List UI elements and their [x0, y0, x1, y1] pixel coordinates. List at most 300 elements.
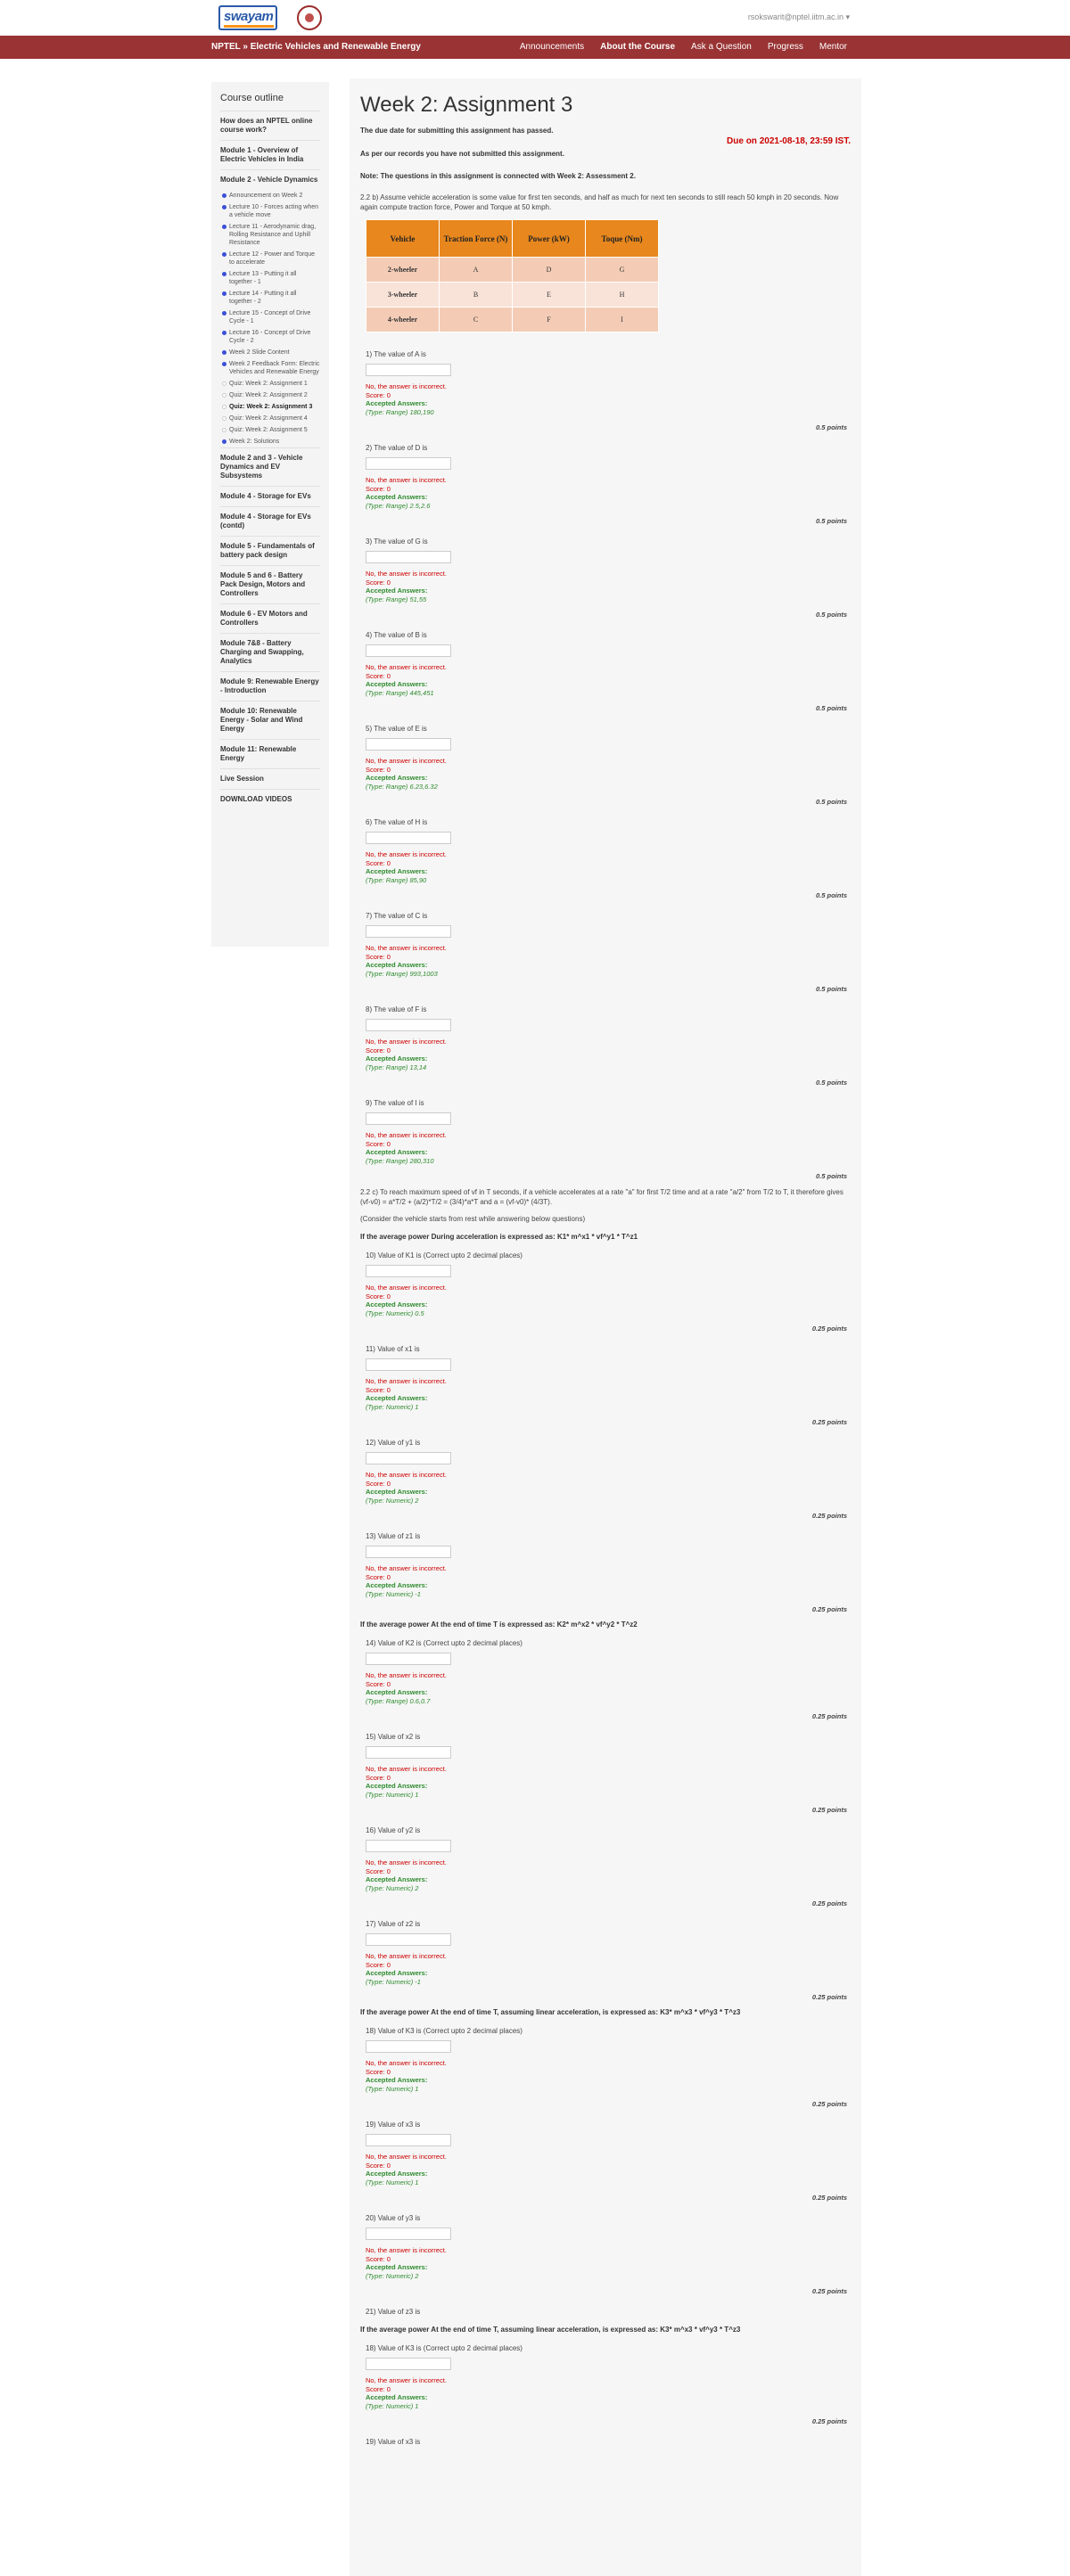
score-text: Score: 0 — [366, 952, 391, 961]
question-points: 0.5 points — [815, 985, 847, 993]
sidebar-item-label: Week 2 Slide Content — [229, 349, 290, 356]
vehicle-table — [366, 219, 659, 332]
table-row — [366, 258, 659, 283]
section-2-text: 2.2 c) To reach maximum speed of vf in T seconds, if a vehicle accelerates at a rate "a" for first T/2 time and at a rate "a/2" from T/2 to T, it therefore gives (vf-v0) = a*T/2 + (a/2)*T/2 = (3/4)*a*T and a = (vf-v0)* (4/3T). — [360, 1188, 844, 1206]
answer-input[interactable] — [366, 1019, 451, 1031]
sidebar-item-label: Lecture 15 - Concept of Drive Cycle - 1 — [229, 310, 311, 324]
table-cell: H — [586, 283, 659, 308]
accepted-label: Accepted Answers: — [366, 493, 428, 501]
table-row — [366, 308, 659, 332]
table-row — [366, 283, 659, 308]
incorrect-message: No, the answer is incorrect. — [366, 850, 447, 858]
table-cell: 4-wheeler — [366, 308, 440, 332]
question-points: 0.5 points — [815, 611, 847, 619]
empty-dot-icon — [222, 416, 226, 421]
sidebar-lesson-item[interactable] — [220, 268, 320, 288]
table-cell: A — [440, 258, 513, 283]
question-block — [360, 714, 851, 808]
question-points: 0.5 points — [815, 1079, 847, 1087]
question-list — [360, 340, 851, 2454]
question-block — [360, 527, 851, 620]
question-label: 17) Value of z2 is — [366, 1920, 421, 1928]
answer-feedback — [360, 2246, 851, 2280]
accepted-answer: (Type: Range) 51,55 — [366, 595, 427, 603]
accepted-answer: (Type: Numeric) 1 — [366, 2178, 419, 2186]
question-label: 3) The value of G is — [366, 537, 428, 546]
answer-input[interactable] — [366, 2358, 451, 2370]
question-label: 7) The value of C is — [366, 912, 428, 920]
question-block — [360, 1241, 851, 1334]
score-text: Score: 0 — [366, 671, 391, 680]
question-points: 0.25 points — [811, 1993, 847, 2001]
sidebar-item-label: Announcement on Week 2 — [229, 193, 303, 199]
completed-dot-icon — [222, 311, 226, 316]
score-text: Score: 0 — [366, 765, 391, 774]
question-label: 14) Value of K2 is (Correct upto 2 decimal places) — [366, 1639, 523, 1647]
answer-input[interactable] — [366, 832, 451, 844]
answer-input[interactable] — [366, 1933, 451, 1946]
table-cell: 3-wheeler — [366, 283, 440, 308]
score-text: Score: 0 — [366, 1385, 391, 1394]
course-outline-sidebar — [211, 82, 329, 947]
accepted-label: Accepted Answers: — [366, 1875, 428, 1883]
sidebar-item-label: Lecture 10 - Forces acting when a vehicle move — [229, 204, 318, 218]
user-menu[interactable]: rsokswarit@nptel.iitm.ac.in ▾ — [747, 12, 850, 21]
question-intro: 2.2 b) Assume vehicle acceleration is some value for first ten seconds, and half as much for next ten seconds to still reach 50 kmph in 20 seconds. Now again compute traction force, Power and Torque at 50 kmph. — [360, 193, 839, 211]
incorrect-message: No, the answer is incorrect. — [366, 1952, 447, 1960]
table-cell: F — [513, 308, 586, 332]
question-points: 0.25 points — [811, 2417, 847, 2425]
answer-feedback — [360, 757, 851, 791]
accepted-label: Accepted Answers: — [366, 961, 428, 969]
question-points: 0.25 points — [811, 1512, 847, 1520]
question-block — [360, 1628, 851, 1722]
sidebar-module[interactable]: How does an NPTEL online course work? — [220, 111, 320, 140]
page-title: Week 2: Assignment 3 — [360, 93, 573, 117]
score-text: Score: 0 — [366, 2161, 391, 2170]
answer-feedback — [360, 944, 851, 978]
question-points: 0.25 points — [811, 1325, 847, 1333]
answer-feedback — [360, 1038, 851, 1071]
due-date: Due on 2021-08-18, 23:59 IST. — [727, 136, 851, 146]
question-points: 0.25 points — [811, 1806, 847, 1814]
empty-dot-icon — [222, 381, 226, 386]
question-label: 19) Value of x3 is — [366, 2121, 421, 2129]
accepted-label: Accepted Answers: — [366, 2393, 428, 2401]
sidebar-item-label: Lecture 11 - Aerodynamic drag, Rolling Resistance and Uphill Resistance — [229, 224, 317, 246]
sidebar-module[interactable]: Module 5 and 6 - Battery Pack Design, Motors and Controllers — [220, 565, 320, 603]
completed-dot-icon — [222, 252, 226, 257]
sidebar-module[interactable]: Module 11: Renewable Energy — [220, 739, 320, 768]
accepted-answer: (Type: Numeric) 1 — [366, 2084, 419, 2093]
sidebar-module[interactable]: Module 1 - Overview of Electric Vehicles in India — [220, 140, 320, 169]
sidebar-module[interactable]: Module 5 - Fundamentals of battery pack design — [220, 536, 320, 565]
sidebar-item-label: Week 2 Feedback Form: Electric Vehicles and Renewable Energy — [229, 361, 320, 375]
question-points: 0.25 points — [811, 1418, 847, 1426]
answer-feedback — [360, 2059, 851, 2093]
incorrect-message: No, the answer is incorrect. — [366, 2153, 447, 2161]
incorrect-message: No, the answer is incorrect. — [366, 2246, 447, 2254]
answer-feedback — [360, 1858, 851, 1892]
incorrect-message: No, the answer is incorrect. — [366, 1038, 447, 1046]
accepted-answer: (Type: Numeric) -1 — [366, 1977, 421, 1986]
question-points: 0.5 points — [815, 517, 847, 525]
sidebar-lesson-item[interactable] — [220, 390, 320, 401]
accepted-label: Accepted Answers: — [366, 399, 428, 407]
accepted-answer: (Type: Range) 180,190 — [366, 407, 434, 416]
incorrect-message: No, the answer is incorrect. — [366, 1564, 447, 1572]
incorrect-message: No, the answer is incorrect. — [366, 1471, 447, 1479]
accepted-answer: (Type: Numeric) -1 — [366, 1589, 421, 1598]
sidebar-module[interactable]: Module 4 - Storage for EVs — [220, 486, 320, 506]
accepted-answer: (Type: Range) 280,310 — [366, 1156, 434, 1165]
sidebar-item-label: Quiz: Week 2: Assignment 2 — [229, 392, 308, 398]
question-label: 18) Value of K3 is (Correct upto 2 decimal places) — [366, 2344, 523, 2352]
accepted-label: Accepted Answers: — [366, 774, 428, 782]
sidebar-lesson-item[interactable] — [220, 201, 320, 221]
completed-dot-icon — [222, 350, 226, 355]
sidebar-lesson-item[interactable] — [220, 401, 320, 413]
question-label: 4) The value of B is — [366, 631, 427, 639]
question-points: 0.25 points — [811, 2287, 847, 2295]
score-text: Score: 0 — [366, 578, 391, 587]
score-text: Score: 0 — [366, 2384, 391, 2393]
sidebar-lesson-item[interactable] — [220, 249, 320, 268]
incorrect-message: No, the answer is incorrect. — [366, 1858, 447, 1866]
answer-input[interactable] — [366, 1112, 451, 1125]
score-text: Score: 0 — [366, 484, 391, 493]
sidebar-lesson-item[interactable] — [220, 413, 320, 424]
accepted-answer: (Type: Range) 13,14 — [366, 1062, 427, 1071]
nptel-seal-icon — [297, 5, 322, 30]
accepted-answer: (Type: Range) 6.23,6.32 — [366, 782, 438, 791]
sidebar-list — [220, 111, 320, 809]
sidebar-lesson-item[interactable] — [220, 221, 320, 249]
sidebar-item-label: Lecture 12 - Power and Torque to accelerate — [229, 251, 315, 266]
table-cell: B — [440, 283, 513, 308]
nav-link[interactable]: Announcements — [519, 42, 585, 52]
score-text: Score: 0 — [366, 1479, 391, 1488]
question-block — [360, 2427, 851, 2454]
accepted-label: Accepted Answers: — [366, 1054, 428, 1062]
question-block — [360, 1722, 851, 1816]
accepted-label: Accepted Answers: — [366, 587, 428, 595]
answer-feedback — [360, 1377, 851, 1411]
question-points: 0.5 points — [815, 798, 847, 806]
answer-feedback — [360, 1471, 851, 1505]
assignment-note: Note: The questions in this assignment is connected with Week 2: Assessment 2. — [360, 172, 636, 180]
incorrect-message: No, the answer is incorrect. — [366, 1284, 447, 1292]
nav-link[interactable]: Ask a Question — [691, 42, 752, 52]
accepted-label: Accepted Answers: — [366, 1300, 428, 1309]
question-label: 1) The value of A is — [366, 350, 426, 358]
accepted-answer: (Type: Range) 2.5,2.6 — [366, 501, 431, 510]
answer-input[interactable] — [366, 1265, 451, 1277]
sidebar-item-label: Quiz: Week 2: Assignment 3 — [229, 404, 313, 410]
accepted-label: Accepted Answers: — [366, 867, 428, 875]
answer-input[interactable] — [366, 1653, 451, 1665]
answer-input[interactable] — [366, 364, 451, 376]
sidebar-item-label: Lecture 13 - Putting it all together - 1 — [229, 271, 297, 285]
question-points: 0.5 points — [815, 891, 847, 899]
question-block — [360, 995, 851, 1088]
question-points: 0.5 points — [815, 423, 847, 431]
sidebar-item-label: Lecture 16 - Concept of Drive Cycle - 2 — [229, 330, 311, 344]
nav-link[interactable]: About the Course — [600, 42, 676, 52]
completed-dot-icon — [222, 439, 226, 444]
accepted-answer: (Type: Range) 0.6,0.7 — [366, 1696, 431, 1705]
accepted-label: Accepted Answers: — [366, 1688, 428, 1696]
nav-links — [520, 42, 847, 52]
sidebar-item-label: Week 2: Solutions — [229, 439, 280, 445]
question-label: 18) Value of K3 is (Correct upto 2 decimal places) — [366, 2027, 523, 2035]
empty-dot-icon — [222, 393, 226, 398]
answer-feedback — [360, 663, 851, 697]
sidebar-module[interactable]: Module 7&8 - Battery Charging and Swapping, Analytics — [220, 633, 320, 671]
accepted-label: Accepted Answers: — [366, 680, 428, 688]
question-block — [360, 1334, 851, 1428]
question-label: 8) The value of F is — [366, 1005, 427, 1013]
sidebar-module[interactable]: Module 9: Renewable Energy - Introduction — [220, 671, 320, 701]
question-group-heading: If the average power At the end of time T, assuming linear acceleration, is expressed as: K3* m^x3 * vf^y3 * T^z3 — [360, 2326, 741, 2334]
score-text: Score: 0 — [366, 1292, 391, 1300]
incorrect-message: No, the answer is incorrect. — [366, 1765, 447, 1773]
accepted-answer: (Type: Numeric) 1 — [366, 1790, 419, 1799]
sidebar-module[interactable]: Module 10: Renewable Energy - Solar and Wind Energy — [220, 701, 320, 739]
question-block — [360, 2016, 851, 2110]
question-block — [360, 808, 851, 901]
answer-feedback — [360, 1671, 851, 1705]
question-group-heading: If the average power At the end of time T is expressed as: K2* m^x2 * vf^y2 * T^z2 — [360, 1620, 638, 1628]
sidebar-item-label: Quiz: Week 2: Assignment 1 — [229, 381, 308, 387]
table-header: Traction Force (N) — [440, 220, 513, 258]
question-points: 0.5 points — [815, 1172, 847, 1180]
answer-input[interactable] — [366, 2040, 451, 2053]
top-bar — [0, 0, 1070, 36]
accepted-label: Accepted Answers: — [366, 1782, 428, 1790]
question-label: 9) The value of I is — [366, 1099, 424, 1107]
table-header: Vehicle — [366, 220, 440, 258]
answer-feedback — [360, 1564, 851, 1598]
question-points: 0.25 points — [811, 1899, 847, 1907]
sidebar-lesson-item[interactable] — [220, 308, 320, 327]
score-text: Score: 0 — [366, 390, 391, 399]
completed-dot-icon — [222, 225, 226, 229]
completed-dot-icon — [222, 205, 226, 209]
table-cell: E — [513, 283, 586, 308]
question-group-heading: If the average power At the end of time T, assuming linear acceleration, is expressed as: K3* m^x3 * vf^y3 * T^z3 — [360, 2008, 741, 2016]
answer-feedback — [360, 1284, 851, 1317]
incorrect-message: No, the answer is incorrect. — [366, 757, 447, 765]
answer-input[interactable] — [366, 457, 451, 470]
sidebar-lesson-item[interactable] — [220, 288, 320, 308]
score-text: Score: 0 — [366, 1572, 391, 1581]
not-submitted-notice: As per our records you have not submitted this assignment. — [360, 150, 564, 158]
sidebar-module[interactable]: Live Session — [220, 768, 320, 789]
accepted-label: Accepted Answers: — [366, 1394, 428, 1402]
nav-link[interactable]: Progress — [767, 42, 803, 52]
sidebar-module[interactable]: Module 2 and 3 - Vehicle Dynamics and EV Subsystems — [220, 447, 320, 486]
accepted-label: Accepted Answers: — [366, 1488, 428, 1496]
table-cell: D — [513, 258, 586, 283]
table-cell: G — [586, 258, 659, 283]
incorrect-message: No, the answer is incorrect. — [366, 382, 447, 390]
incorrect-message: No, the answer is incorrect. — [366, 570, 447, 578]
answer-feedback — [360, 1131, 851, 1165]
question-points: 0.25 points — [811, 2194, 847, 2202]
sidebar-item-label: Quiz: Week 2: Assignment 4 — [229, 415, 308, 422]
sidebar-lesson-item[interactable] — [220, 436, 320, 447]
incorrect-message: No, the answer is incorrect. — [366, 2376, 447, 2384]
score-text: Score: 0 — [366, 2067, 391, 2076]
sidebar-title: Course outline — [220, 93, 284, 103]
score-text: Score: 0 — [366, 1046, 391, 1054]
sidebar-lesson-item[interactable] — [220, 347, 320, 358]
question-label: 11) Value of x1 is — [366, 1345, 420, 1353]
answer-input[interactable] — [366, 925, 451, 938]
accepted-answer: (Type: Numeric) 1 — [366, 1402, 419, 1411]
accepted-answer: (Type: Range) 445,451 — [366, 688, 434, 697]
completed-dot-icon — [222, 291, 226, 296]
answer-feedback — [360, 2376, 851, 2410]
sidebar-item-label: Lecture 14 - Putting it all together - 2 — [229, 291, 297, 305]
sidebar-lesson-item[interactable] — [220, 190, 320, 201]
question-points: 0.5 points — [815, 704, 847, 712]
course-title[interactable]: NPTEL » Electric Vehicles and Renewable Energy — [211, 42, 421, 52]
question-block — [360, 2334, 851, 2427]
answer-feedback — [360, 382, 851, 416]
accepted-answer: (Type: Range) 993,1003 — [366, 969, 438, 978]
nav-link[interactable]: Mentor — [819, 42, 847, 52]
completed-dot-icon — [222, 193, 226, 198]
accepted-answer: (Type: Range) 85,90 — [366, 875, 427, 884]
question-block — [360, 433, 851, 527]
score-text: Score: 0 — [366, 858, 391, 867]
completed-dot-icon — [222, 331, 226, 335]
course-navbar — [0, 36, 1070, 59]
answer-feedback — [360, 2153, 851, 2186]
question-label: 13) Value of z1 is — [366, 1532, 421, 1540]
question-label: 16) Value of y2 is — [366, 1826, 421, 1834]
question-block — [360, 1522, 851, 1615]
question-block — [360, 2203, 851, 2297]
score-text: Score: 0 — [366, 1139, 391, 1148]
table-header: Power (kW) — [513, 220, 586, 258]
question-label: 15) Value of x2 is — [366, 1733, 421, 1741]
score-text: Score: 0 — [366, 2254, 391, 2263]
accepted-answer: (Type: Numeric) 2 — [366, 1496, 419, 1505]
question-block — [360, 620, 851, 714]
question-label: 20) Value of y3 is — [366, 2214, 421, 2222]
answer-input[interactable] — [366, 1546, 451, 1558]
accepted-answer: (Type: Numeric) 0.5 — [366, 1309, 424, 1317]
answer-input[interactable] — [366, 644, 451, 657]
answer-input[interactable] — [366, 2134, 451, 2146]
sidebar-module[interactable]: Module 6 - EV Motors and Controllers — [220, 603, 320, 633]
score-text: Score: 0 — [366, 1960, 391, 1969]
question-label: 10) Value of K1 is (Correct upto 2 decimal places) — [366, 1251, 523, 1259]
incorrect-message: No, the answer is incorrect. — [366, 1131, 447, 1139]
answer-input[interactable] — [366, 1746, 451, 1759]
question-block — [360, 1088, 851, 1182]
accepted-answer: (Type: Numeric) 2 — [366, 2271, 419, 2280]
question-block — [360, 340, 851, 433]
accepted-label: Accepted Answers: — [366, 1969, 428, 1977]
completed-dot-icon — [222, 272, 226, 276]
passed-notice: The due date for submitting this assignment has passed. — [360, 127, 554, 135]
sidebar-lesson-item[interactable] — [220, 327, 320, 347]
accepted-label: Accepted Answers: — [366, 1148, 428, 1156]
incorrect-message: No, the answer is incorrect. — [366, 476, 447, 484]
question-group-heading: If the average power During acceleration is expressed as: K1* m^x1 * vf^y1 * T^z1 — [360, 1233, 638, 1241]
accepted-label: Accepted Answers: — [366, 2263, 428, 2271]
answer-feedback — [360, 570, 851, 603]
completed-dot-icon — [222, 362, 226, 366]
answer-input[interactable] — [366, 1452, 451, 1464]
question-block — [360, 1909, 851, 2003]
table-cell: I — [586, 308, 659, 332]
answer-input[interactable] — [366, 551, 451, 563]
assignment-main — [350, 78, 861, 2576]
answer-input[interactable] — [366, 738, 451, 751]
answer-feedback — [360, 1765, 851, 1799]
answer-input[interactable] — [366, 1840, 451, 1852]
sidebar-module[interactable]: Module 4 - Storage for EVs (contd) — [220, 506, 320, 536]
accepted-answer: (Type: Numeric) 1 — [366, 2401, 419, 2410]
table-cell: C — [440, 308, 513, 332]
question-block — [360, 1428, 851, 1522]
swayam-logo[interactable]: swayam — [218, 5, 277, 30]
accepted-label: Accepted Answers: — [366, 2076, 428, 2084]
accepted-label: Accepted Answers: — [366, 2170, 428, 2178]
score-text: Score: 0 — [366, 1866, 391, 1875]
answer-input[interactable] — [366, 1358, 451, 1371]
answer-feedback — [360, 476, 851, 510]
accepted-label: Accepted Answers: — [366, 1581, 428, 1589]
section-2-consider: (Consider the vehicle starts from rest while answering below questions) — [360, 1215, 586, 1223]
sidebar-item-label: Quiz: Week 2: Assignment 5 — [229, 427, 308, 433]
sidebar-module[interactable]: DOWNLOAD VIDEOS — [220, 789, 320, 809]
question-label: 21) Value of z3 is — [366, 2308, 421, 2316]
incorrect-message: No, the answer is incorrect. — [366, 1671, 447, 1679]
answer-input[interactable] — [366, 2227, 451, 2240]
table-cell: 2-wheeler — [366, 258, 440, 283]
question-label: 6) The value of H is — [366, 818, 428, 826]
incorrect-message: No, the answer is incorrect. — [366, 944, 447, 952]
incorrect-message: No, the answer is incorrect. — [366, 663, 447, 671]
sidebar-lesson-item[interactable] — [220, 378, 320, 390]
sidebar-lesson-item[interactable] — [220, 358, 320, 378]
answer-feedback — [360, 850, 851, 884]
question-points: 0.25 points — [811, 1712, 847, 1720]
section-2-intro — [360, 1182, 851, 1227]
sidebar-lesson-item[interactable] — [220, 424, 320, 436]
incorrect-message: No, the answer is incorrect. — [366, 1377, 447, 1385]
incorrect-message: No, the answer is incorrect. — [366, 2059, 447, 2067]
answer-feedback — [360, 1952, 851, 1986]
question-block — [360, 2297, 851, 2320]
question-points: 0.25 points — [811, 1605, 847, 1613]
question-block — [360, 901, 851, 995]
sidebar-module[interactable]: Module 2 - Vehicle Dynamics — [220, 169, 320, 190]
accepted-answer: (Type: Numeric) 2 — [366, 1883, 419, 1892]
question-block — [360, 1816, 851, 1909]
question-block — [360, 2110, 851, 2203]
empty-dot-icon — [222, 405, 226, 409]
score-text: Score: 0 — [366, 1679, 391, 1688]
table-header: Toque (Nm) — [586, 220, 659, 258]
question-label: 5) The value of E is — [366, 725, 427, 733]
